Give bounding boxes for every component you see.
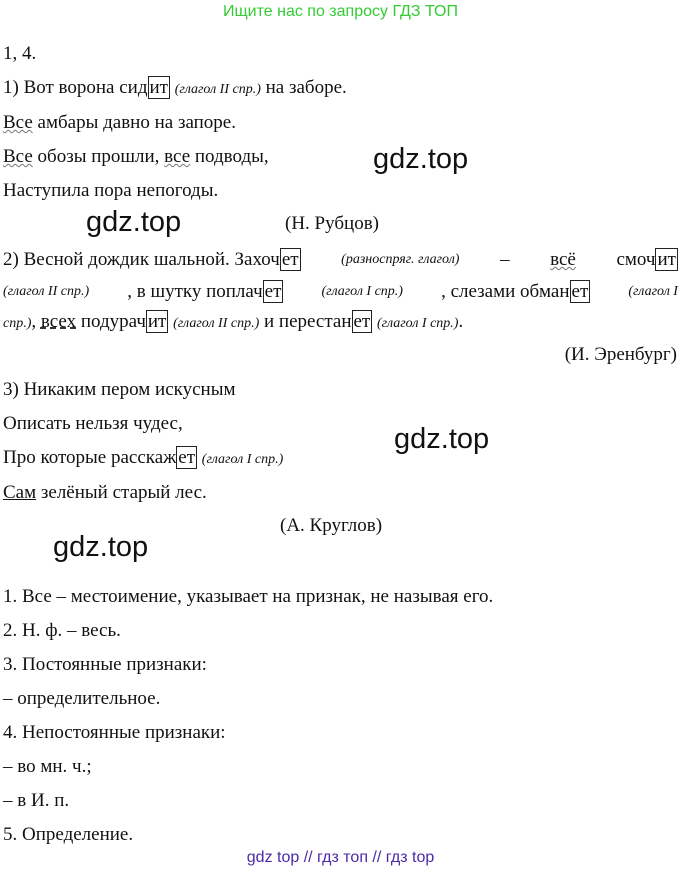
analysis-item: 2. Н. ф. – весь.	[3, 620, 121, 641]
analysis-item: 1. Все – местоимение, указывает на признак, не называя его.	[3, 586, 494, 607]
text: подурач	[76, 311, 146, 332]
task-number: 1, 4.	[3, 43, 37, 64]
analysis-item: – во мн. ч.;	[3, 756, 92, 777]
poem2-author: (И. Эренбург)	[564, 344, 677, 365]
ending-box: ет	[281, 249, 299, 270]
grammar-note: (глагол I	[628, 284, 678, 299]
ending-box: ет	[264, 281, 282, 302]
text: , в шутку поплач	[127, 281, 263, 302]
grammar-note: (глагол II спр.)	[173, 316, 260, 331]
pronoun: всех	[40, 311, 77, 332]
analysis-item: 4. Непостоянные признаки:	[3, 722, 226, 743]
text: подводы,	[190, 146, 269, 167]
text: на заборе.	[265, 77, 347, 98]
watermark: gdz.top	[394, 423, 490, 455]
poem3-line1: 3) Никаким пером искусным	[3, 379, 236, 400]
ending-box: ет	[571, 281, 589, 302]
ending-box: ит	[149, 77, 168, 98]
text: смоч	[616, 249, 656, 270]
pronoun: Сам	[3, 482, 37, 503]
ending-box: ет	[353, 311, 371, 332]
text: 2) Весной дождик шальной. Захоч	[3, 249, 280, 270]
grammar-note: (глагол I спр.)	[321, 284, 403, 299]
watermark: gdz.top	[86, 206, 182, 238]
grammar-note: (глагол I спр.)	[377, 316, 459, 331]
poem3-author: (А. Круглов)	[280, 515, 383, 536]
text: .	[458, 311, 464, 332]
analysis-item: – определительное.	[3, 688, 161, 709]
poem1-line1	[3, 77, 347, 101]
pronoun: все	[164, 146, 191, 167]
analysis-item: 5. Определение.	[3, 824, 134, 845]
grammar-note: (глагол I спр.)	[201, 452, 284, 467]
poem2-line2	[3, 281, 678, 303]
watermark: gdz.top	[53, 531, 149, 563]
ending-box: ит	[657, 249, 676, 270]
poem2-line1	[3, 249, 678, 271]
text: обозы прошли,	[32, 146, 165, 167]
grammar-note: (глагол II спр.)	[174, 82, 261, 97]
poem3-line3	[3, 447, 283, 471]
pronoun: Все	[3, 146, 33, 167]
search-banner[interactable]: Ищите нас по запросу ГДЗ ТОП	[223, 3, 458, 20]
ending-box: ит	[147, 311, 167, 332]
poem3-line2: Описать нельзя чудес,	[3, 413, 183, 434]
grammar-note: (разноспряг. глагол)	[341, 252, 460, 267]
ending-box: ет	[178, 447, 196, 468]
analysis-item: – в И. п.	[3, 790, 70, 811]
poem1-line2	[3, 112, 236, 134]
poem3-line4	[3, 482, 207, 504]
pronoun: всё	[550, 249, 576, 270]
analysis-item: 3. Постоянные признаки:	[3, 654, 207, 675]
poem1-author: (Н. Рубцов)	[285, 213, 379, 234]
footer-links[interactable]: gdz top // гдз топ // гдз top	[246, 849, 435, 866]
text: –	[500, 249, 510, 270]
poem2-line3	[3, 311, 463, 335]
text: зелёный старый лес.	[36, 482, 207, 503]
grammar-note: (глагол II спр.)	[3, 284, 90, 299]
poem1-line3	[3, 146, 269, 168]
pronoun: Все	[3, 112, 33, 133]
poem1-line4: Наступила пора непогоды.	[3, 180, 219, 201]
text: Про которые расскаж	[3, 447, 177, 468]
watermark: gdz.top	[373, 143, 469, 175]
text: ,	[31, 311, 41, 332]
text: , слезами обман	[441, 281, 570, 302]
text: и перестан	[259, 311, 352, 332]
text: 1) Вот ворона сид	[3, 77, 148, 98]
text: амбары давно на запоре.	[32, 112, 236, 133]
grammar-note: спр.)	[3, 316, 32, 331]
